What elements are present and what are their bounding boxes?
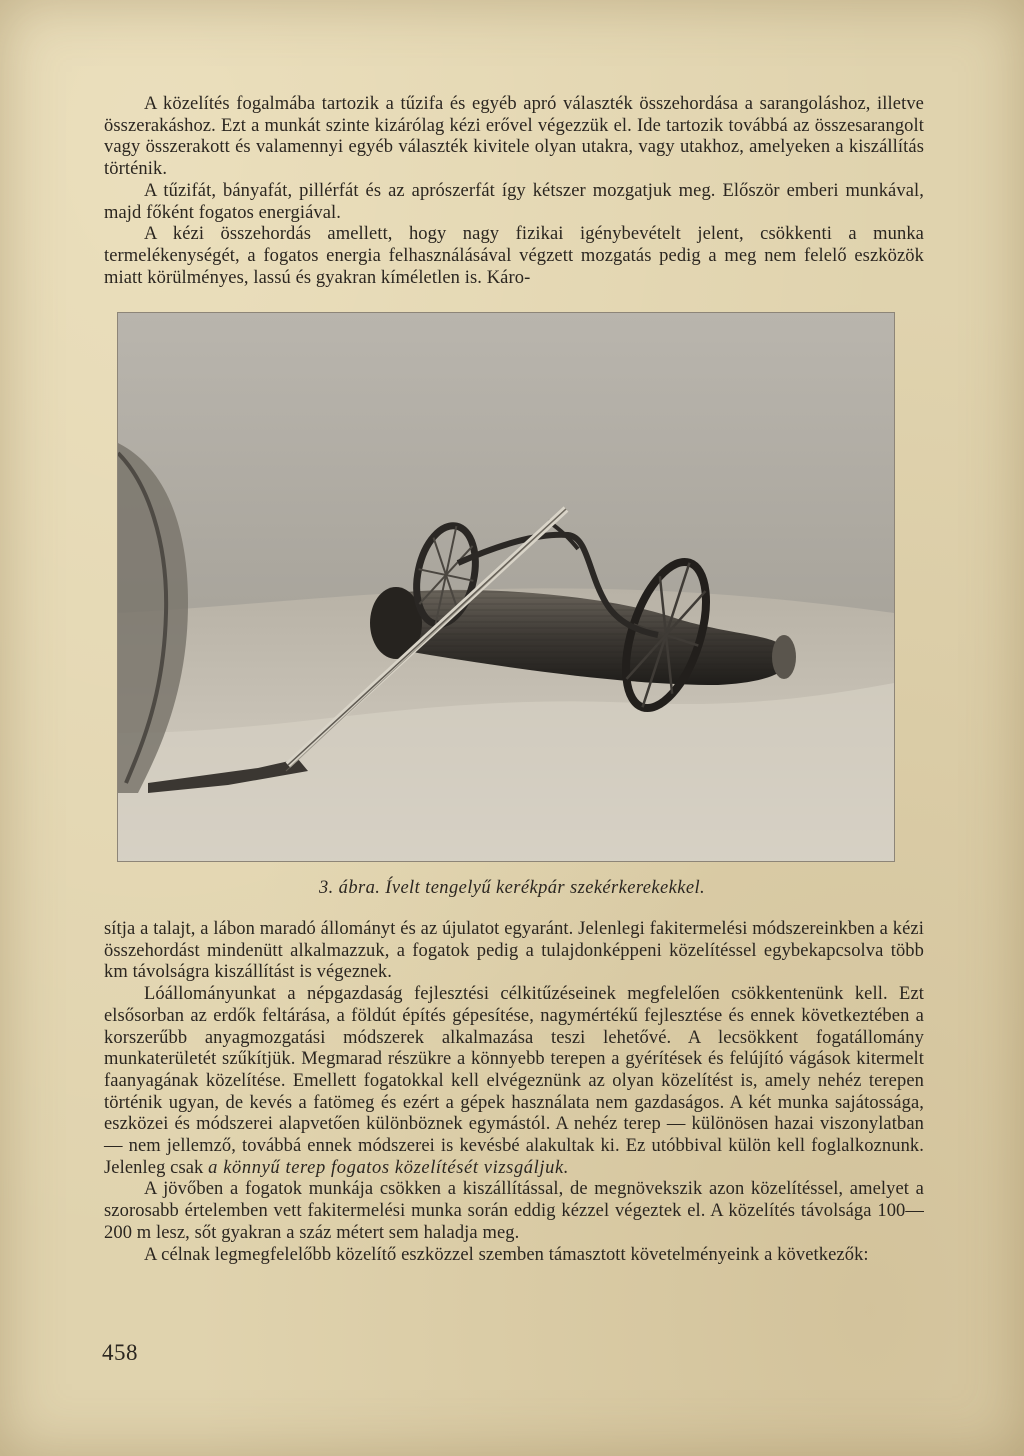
page-number: 458 xyxy=(102,1340,138,1365)
paragraph xyxy=(104,984,924,1179)
emphasized-text: a könnyű terep fogatos közelítését vizsgáljuk. xyxy=(208,1157,570,1178)
photo-wheeled-axle-with-log xyxy=(118,313,894,861)
paragraph: A jövőben a fogatok munkája csökken a kiszállítással, de megnövekszik azon közelítéssel, amelyet a szorosabb értelemben vett fakitermelési munka során eddig kézzel végeztek el. A közelítés távolsága 100—200 m lesz, sőt gyakran a száz métert sem haladja meg. xyxy=(104,1179,924,1243)
figure-photo xyxy=(117,312,895,862)
paragraph: A kézi összehordás amellett, hogy nagy fizikai igénybevételt jelent, csökkenti a munka termelékenységét, a fogatos energia felhasználásával végzett mozgatás pedig a meg nem felelő eszközök miatt körülményes, lassú és gyakran kíméletlen is. Káro- xyxy=(104,224,924,288)
paragraph: A közelítés fogalmába tartozik a tűzifa és egyéb apró választék összehordása a sarangoláshoz, illetve összerakáshoz. Ezt a munkát szinte kizárólag kézi erővel végezzük el. Ide tartozik továbbá az összesarangolt vagy összerakott és valamennyi egyéb választék kivitele olyan utakra, vagy utakhoz, amelyeken a kiszállítás történik. xyxy=(104,94,924,180)
bottom-text xyxy=(104,919,924,1266)
figure-caption: 3. ábra. Ívelt tengelyű kerékpár szekérkerekekkel. xyxy=(318,878,706,898)
paragraph: sítja a talajt, a lábon maradó állományt és az újulatot egyaránt. Jelenlegi fakitermelési módszereinkben a kézi összehordást mindenütt alkalmazzuk, a fogatok pedig a tulajdonképpeni közelítéssel egybekapcsolva több km távolságra kiszállítást is végeznek. xyxy=(104,919,924,983)
paragraph-text: Lóállományunkat a népgazdaság fejlesztési célkitűzéseinek megfelelően csökkentenünk kell. Ezt elsősorban az erdők feltárása, a földút építés gépesítése, nagymértékű fejlesztése és ennek következtében a korszerűbb anyagmozgatási módszerek alkalmazása teszi lehetővé. A lecsökkent fogatállomány munkaterületét szűkítjük. Megmarad részükre a könnyebb terepen a gyérítések és felújító vágások kitermelt faanyagának közelítése. Emellett fogatokkal kell elvégeznünk az olyan közelítést is, amely nehéz terepen történik ugyan, de kevés a fatömeg és ezért a gépek használata nem gazdaságos. A két munka sajátossága, eszközei és módszerei alapvetően különböznek egymástól. A nehéz terep — különösen hazai viszonylatban — nem jellemző, továbbá ennek módszerei is kevésbé alakultak ki. Ez utóbbival külön kell foglalkoznunk. Jelenleg csak xyxy=(104,984,924,1178)
paragraph: A tűzifát, bányafát, pillérfát és az aprószerfát így kétszer mozgatjuk meg. Először emberi munkával, majd főként fogatos energiával. xyxy=(104,180,924,223)
paragraph: A célnak legmegfelelőbb közelítő eszközzel szemben támasztott követelményeink a következők: xyxy=(144,1244,869,1265)
top-text xyxy=(104,94,924,289)
